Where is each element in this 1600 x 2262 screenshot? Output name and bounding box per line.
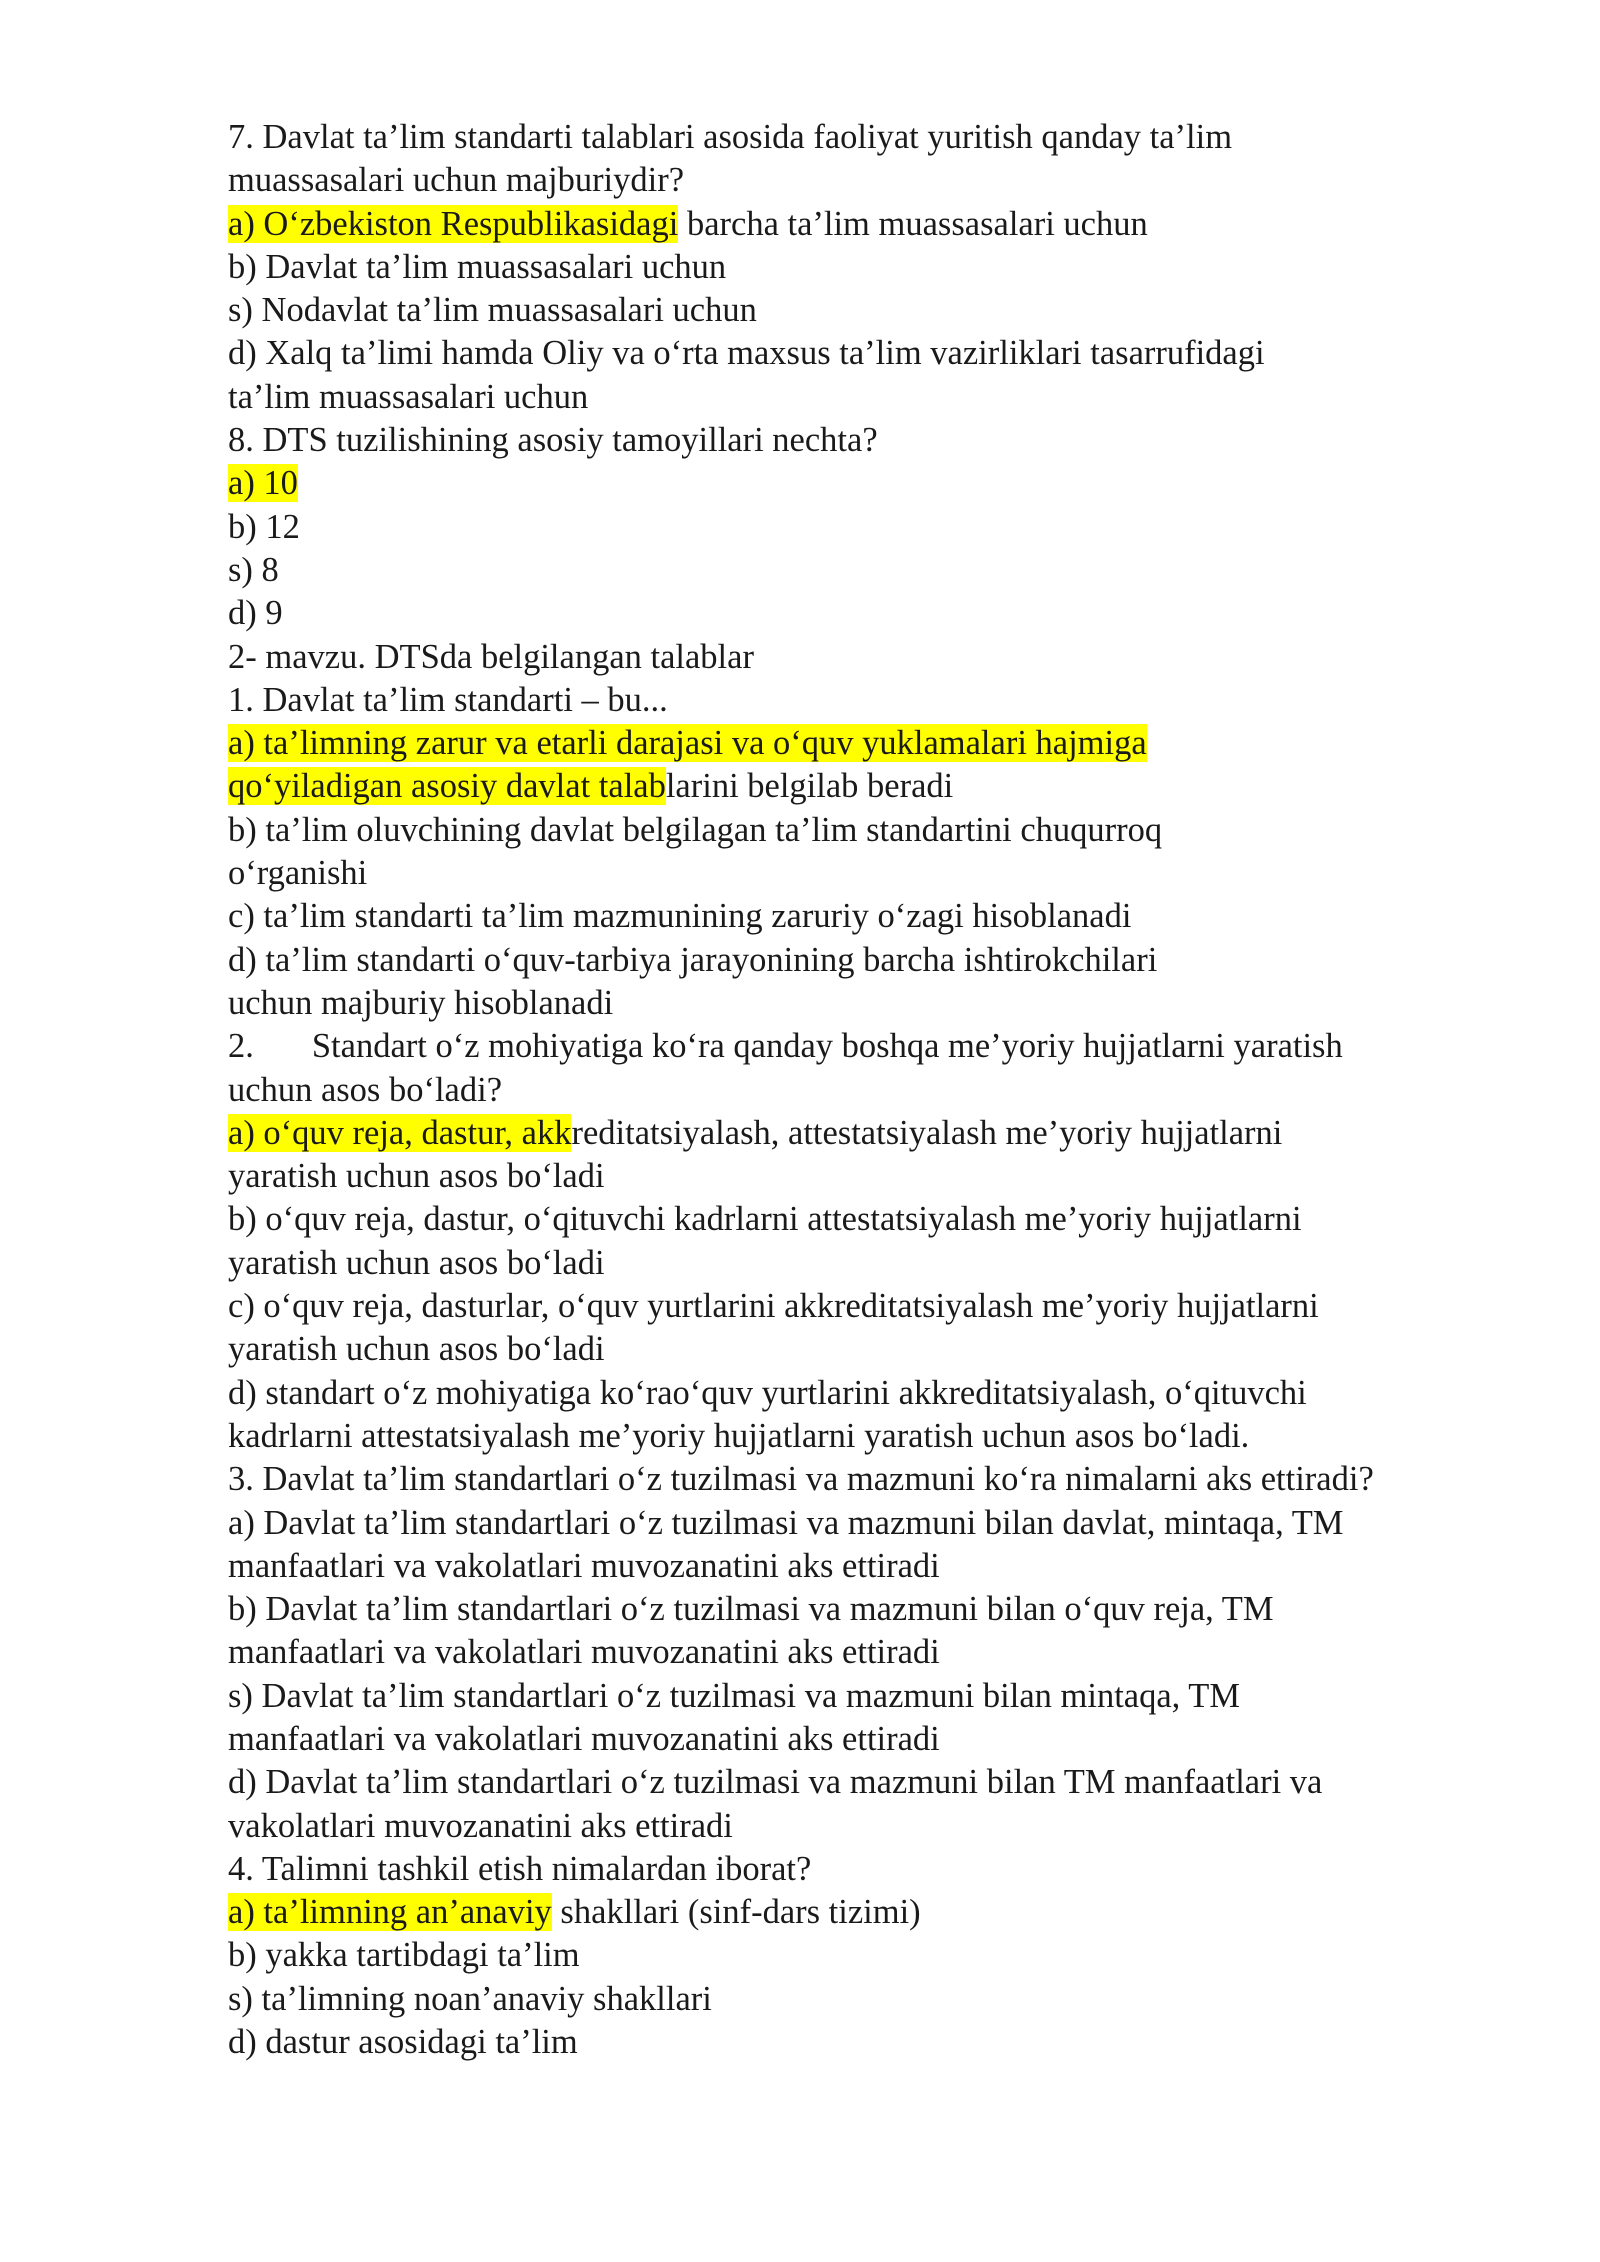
line-text: 7. Davlat ta’lim standarti talablari asosida faoliyat yuritish qanday ta’lim [228, 118, 1233, 156]
highlighted-answer: a) ta’limning zarur va etarli darajasi va o‘quv yuklamalari hajmiga [228, 724, 1147, 763]
line-text: d) standart o‘z mohiyatiga ko‘rao‘quv yurtlarini akkreditatsiyalash, o‘qituvchi [228, 1373, 1307, 1412]
text-line [228, 722, 1528, 765]
highlighted-answer: a) ta’limning an’anaviy [228, 1893, 552, 1932]
line-text: s) Davlat ta’lim standartlari o‘z tuzilmasi va mazmuni bilan mintaqa, TM [228, 1676, 1241, 1715]
line-text: 3. Davlat ta’lim standartlari o‘z tuzilmasi va mazmuni ko‘ra nimalarni aks ettiradi? [228, 1460, 1374, 1499]
line-text: vakolatlari muvozanatini aks ettiradi [228, 1806, 733, 1845]
text-line [228, 1025, 1528, 1068]
line-text: d) ta’lim standarti o‘quv-tarbiya jarayonining barcha ishtirokchilari [228, 940, 1158, 979]
text-line [228, 332, 1528, 375]
item-number: 2. [228, 1027, 254, 1066]
text-line [228, 1458, 1528, 1501]
line-text: d) Davlat ta’lim standartlari o‘z tuzilmasi va mazmuni bilan TM manfaatlari va [228, 1763, 1323, 1802]
line-text: manfaatlari va vakolatlari muvozanatini aks ettiradi [228, 1633, 940, 1672]
text-line [228, 939, 1528, 982]
line-text: Standart o‘z mohiyatiga ko‘ra qanday boshqa me’yoriy hujjatlarni yaratish [311, 1027, 1343, 1066]
line-text: b) Davlat ta’lim standartlari o‘z tuzilmasi va mazmuni bilan o‘quv reja, TM [228, 1590, 1274, 1629]
line-text: b) Davlat ta’lim muassasalari uchun [228, 247, 727, 286]
text-line [228, 982, 1528, 1025]
text-line [228, 1848, 1528, 1891]
text-line [228, 809, 1528, 852]
line-text: 8. DTS tuzilishining asosiy tamoyillari nechta? [228, 421, 878, 460]
text-line [228, 1415, 1528, 1458]
line-text: d) dastur asosidagi ta’lim [228, 2023, 578, 2062]
line-text: uchun asos bo‘ladi? [228, 1070, 503, 1109]
line-text: shakllari (sinf-dars tizimi) [551, 1893, 921, 1932]
text-line [228, 289, 1528, 332]
text-line [228, 2021, 1528, 2064]
text-line [228, 852, 1528, 895]
line-text: d) Xalq ta’limi hamda Oliy va o‘rta maxsus ta’lim vazirliklari tasarrufidagi [228, 334, 1265, 373]
text-line [228, 1285, 1528, 1328]
text-line [228, 1112, 1528, 1155]
text-line [228, 203, 1528, 246]
text-line [228, 679, 1528, 722]
text-line [228, 116, 1528, 159]
line-text: b) yakka tartibdagi ta’lim [228, 1936, 580, 1975]
document-page [228, 116, 1528, 2064]
text-line [228, 1372, 1528, 1415]
text-line [228, 1891, 1528, 1934]
text-line [228, 1631, 1528, 1674]
line-text: yaratish uchun asos bo‘ladi [228, 1330, 605, 1369]
text-line [228, 636, 1528, 679]
line-text: b) o‘quv reja, dastur, o‘qituvchi kadrlarni attestatsiyalash me’yoriy hujjatlarni [228, 1200, 1302, 1239]
text-line [228, 1934, 1528, 1977]
text-line [228, 1242, 1528, 1285]
text-line [228, 1588, 1528, 1631]
highlighted-answer: a) o‘quv reja, dastur, akk [228, 1113, 572, 1152]
text-line [228, 1502, 1528, 1545]
text-line [228, 549, 1528, 592]
line-text: s) ta’limning noan’anaviy shakllari [228, 1979, 712, 2018]
line-text: muassasalari uchun majburiydir? [228, 161, 685, 200]
line-text: yaratish uchun asos bo‘ladi [228, 1243, 605, 1282]
text-line [228, 1198, 1528, 1241]
line-text: ta’lim muassasalari uchun [228, 377, 589, 416]
text-line [228, 765, 1528, 808]
text-line [228, 1675, 1528, 1718]
text-line [228, 506, 1528, 549]
text-line [228, 1761, 1528, 1804]
text-line [228, 1328, 1528, 1371]
text-line [228, 376, 1528, 419]
highlighted-answer: a) 10 [228, 464, 298, 503]
line-text: manfaatlari va vakolatlari muvozanatini aks ettiradi [228, 1719, 940, 1758]
line-text: 4. Talimni tashkil etish nimalardan iborat? [228, 1849, 812, 1888]
line-text: b) ta’lim oluvchining davlat belgilagan ta’lim standartini chuqurroq [228, 810, 1163, 849]
line-text: s) 8 [228, 550, 279, 589]
text-line [228, 246, 1528, 289]
line-text: barcha ta’lim muassasalari uchun [678, 204, 1148, 243]
line-text: 1. Davlat ta’lim standarti – bu... [228, 680, 668, 719]
text-line [228, 592, 1528, 635]
line-text: o‘rganishi [228, 854, 368, 893]
line-text: manfaatlari va vakolatlari muvozanatini aks ettiradi [228, 1546, 940, 1585]
line-text: a) Davlat ta’lim standartlari o‘z tuzilmasi va mazmuni bilan davlat, mintaqa, TM [228, 1503, 1344, 1542]
text-line [228, 159, 1528, 202]
text-line [228, 419, 1528, 462]
line-text: c) ta’lim standarti ta’lim mazmunining zaruriy o‘zagi hisoblanadi [228, 897, 1132, 936]
line-text: c) o‘quv reja, dasturlar, o‘quv yurtlarini akkreditatsiyalash me’yoriy hujjatlarni [228, 1287, 1319, 1326]
text-line [228, 462, 1528, 505]
line-text: 2- mavzu. DTSda belgilangan talablar [228, 637, 754, 676]
text-line [228, 1978, 1528, 2021]
text-line [228, 1805, 1528, 1848]
highlighted-answer: a) O‘zbekiston Respublikasidagi [228, 204, 679, 243]
text-line [228, 1545, 1528, 1588]
line-text: d) 9 [228, 594, 283, 633]
highlighted-answer: qo‘yiladigan asosiy davlat talab [228, 767, 666, 806]
line-text: s) Nodavlat ta’lim muassasalari uchun [228, 291, 757, 330]
line-text: b) 12 [228, 507, 300, 546]
text-line [228, 1718, 1528, 1761]
line-text: reditatsiyalash, attestatsiyalash me’yoriy hujjatlarni [571, 1113, 1283, 1152]
text-line [228, 1155, 1528, 1198]
text-line [228, 1069, 1528, 1112]
line-text: uchun majburiy hisoblanadi [228, 983, 614, 1022]
line-text: kadrlarni attestatsiyalash me’yoriy hujjatlarni yaratish uchun asos bo‘ladi. [228, 1416, 1250, 1455]
text-line [228, 895, 1528, 938]
line-text: yaratish uchun asos bo‘ladi [228, 1157, 605, 1196]
line-text: larini belgilab beradi [665, 767, 954, 806]
